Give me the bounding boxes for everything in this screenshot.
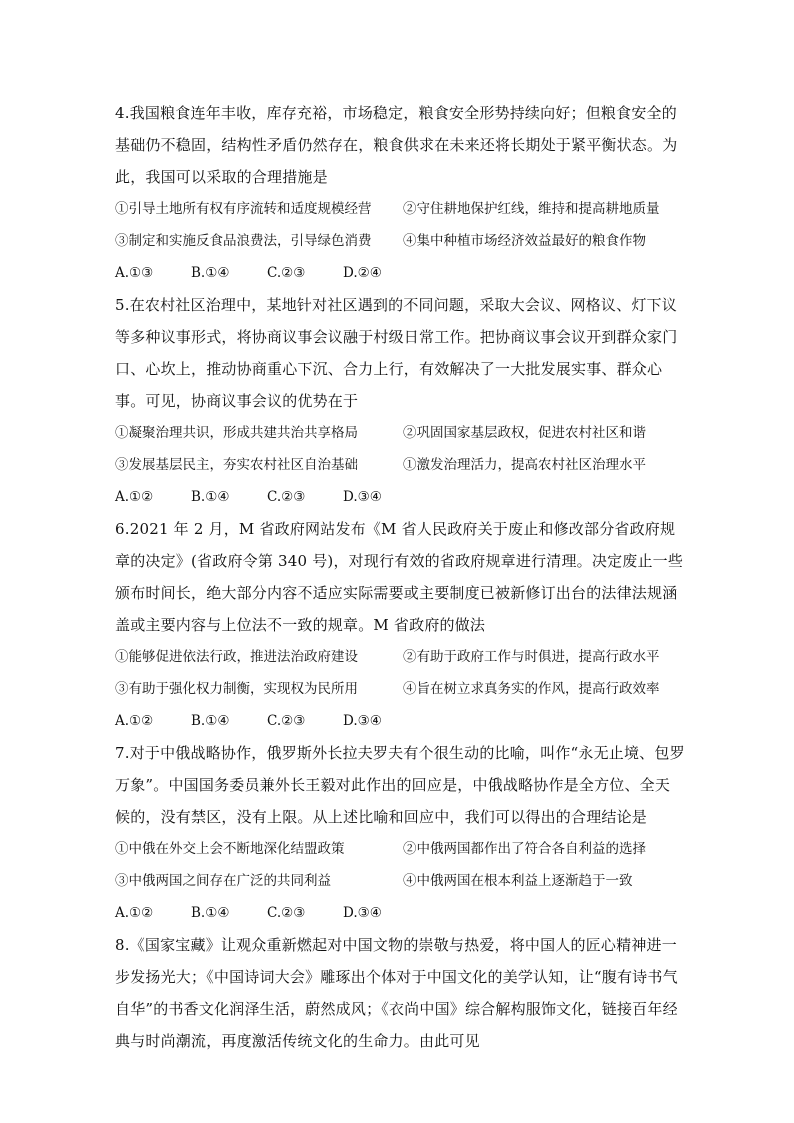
choice-d: D.③④ <box>343 905 382 921</box>
question-stem: 6.2021 年 2 月，M 省政府网站发布《M 省人民政府关于废止和修改部分省政府规章的决定》(省政府令第 340 号)，对现行有效的省政府规章进行清理。决定废止一些颁布时间长，绝大部分内容不适应实际需要或主要制度已被新修订出台的法律法规涵盖或主要内容与上位法不一致的规章。M 省政府的做法 <box>115 520 684 634</box>
option-1: ①凝聚治理共识，形成共建共治共享格局 <box>115 425 358 441</box>
option-row <box>115 833 685 865</box>
question-stem: 4.我国粮食连年丰收，库存充裕，市场稳定，粮食安全形势持续向好；但粮食安全的基础仍不稳固，结构性矛盾仍然存在，粮食供求在未来还将长期处于紧平衡状态。为此，我国可以采取的合理措施是 <box>115 104 678 186</box>
question-8 <box>115 929 685 1057</box>
question-7 <box>115 737 685 929</box>
option-2: ②巩固国家基层政权，促进农村社区和谐 <box>403 425 646 441</box>
option-1: ①中俄在外交上会不断地深化结盟政策 <box>115 841 345 857</box>
choice-b: B.①④ <box>191 713 230 729</box>
question-5 <box>115 289 685 513</box>
choice-d: D.②④ <box>343 265 382 281</box>
option-row <box>115 449 685 481</box>
answer-choices <box>115 705 685 737</box>
question-stem: 5.在农村社区治理中，某地针对社区遇到的不同问题，采取大会议、网格议、灯下议等多种议事形式，将协商议事会议融于村级日常工作。把协商议事会议开到群众家门口、心坎上，推动协商重心下沉、合力上行，有效解决了一大批发展实事、群众心事。可见，协商议事会议的优势在于 <box>115 296 678 410</box>
exam-page <box>115 97 685 1057</box>
question-6 <box>115 513 685 737</box>
option-4: ④集中种植市场经济效益最好的粮食作物 <box>403 233 646 249</box>
option-1: ①能够促进依法行政，推进法治政府建设 <box>115 649 358 665</box>
choice-b: B.①④ <box>191 265 230 281</box>
option-row <box>115 641 685 673</box>
choice-c: C.②③ <box>267 489 306 505</box>
option-row <box>115 865 685 897</box>
option-row <box>115 673 685 705</box>
answer-choices <box>115 897 685 929</box>
choice-b: B.①④ <box>191 905 230 921</box>
answer-choices <box>115 257 685 289</box>
choice-c: C.②③ <box>267 905 306 921</box>
option-4: ①激发治理活力，提高农村社区治理水平 <box>403 457 646 473</box>
choice-c: C.②③ <box>267 265 306 281</box>
option-row <box>115 225 685 257</box>
answer-choices <box>115 481 685 513</box>
option-2: ②中俄两国都作出了符合各自利益的选择 <box>403 841 646 857</box>
choice-a: A.①② <box>115 905 154 921</box>
choice-a: A.①② <box>115 713 154 729</box>
option-2: ②有助于政府工作与时俱进，提高行政水平 <box>403 649 660 665</box>
option-3: ③中俄两国之间存在广泛的共同利益 <box>115 873 331 889</box>
option-4: ④中俄两国在根本利益上逐渐趋于一致 <box>403 873 633 889</box>
choice-d: D.③④ <box>343 713 382 729</box>
option-3: ③制定和实施反食品浪费法，引导绿色消费 <box>115 233 372 249</box>
question-stem: 7.对于中俄战略协作，俄罗斯外长拉夫罗夫有个很生动的比喻，叫作“永无止境、包罗万象”。中国国务委员兼外长王毅对此作出的回应是，中俄战略协作是全方位、全天候的，没有禁区，没有上限。从上述比喻和回应中，我们可以得出的合理结论是 <box>115 744 685 826</box>
option-3: ③有助于强化权力制衡，实现权为民所用 <box>115 681 358 697</box>
option-2: ②守住耕地保护红线，维持和提高耕地质量 <box>403 201 660 217</box>
choice-c: C.②③ <box>267 713 306 729</box>
choice-b: B.①④ <box>191 489 230 505</box>
question-stem: 8.《国家宝藏》让观众重新燃起对中国文物的崇敬与热爱，将中国人的匠心精神进一步发扬光大；《中国诗词大会》雕琢出个体对于中国文化的美学认知，让“腹有诗书气自华”的书香文化润泽生活，蔚然成风；《衣尚中国》综合解构服饰文化，链接百年经典与时尚潮流，再度激活传统文化的生命力。由此可见 <box>115 936 678 1050</box>
choice-d: D.③④ <box>343 489 382 505</box>
option-3: ③发展基层民主，夯实农村社区自治基础 <box>115 457 358 473</box>
option-4: ④旨在树立求真务实的作风，提高行政效率 <box>403 681 660 697</box>
choice-a: A.①② <box>115 489 154 505</box>
choice-a: A.①③ <box>115 265 154 281</box>
option-row <box>115 193 685 225</box>
option-1: ①引导土地所有权有序流转和适度规模经营 <box>115 201 372 217</box>
option-row <box>115 417 685 449</box>
question-4 <box>115 97 685 289</box>
